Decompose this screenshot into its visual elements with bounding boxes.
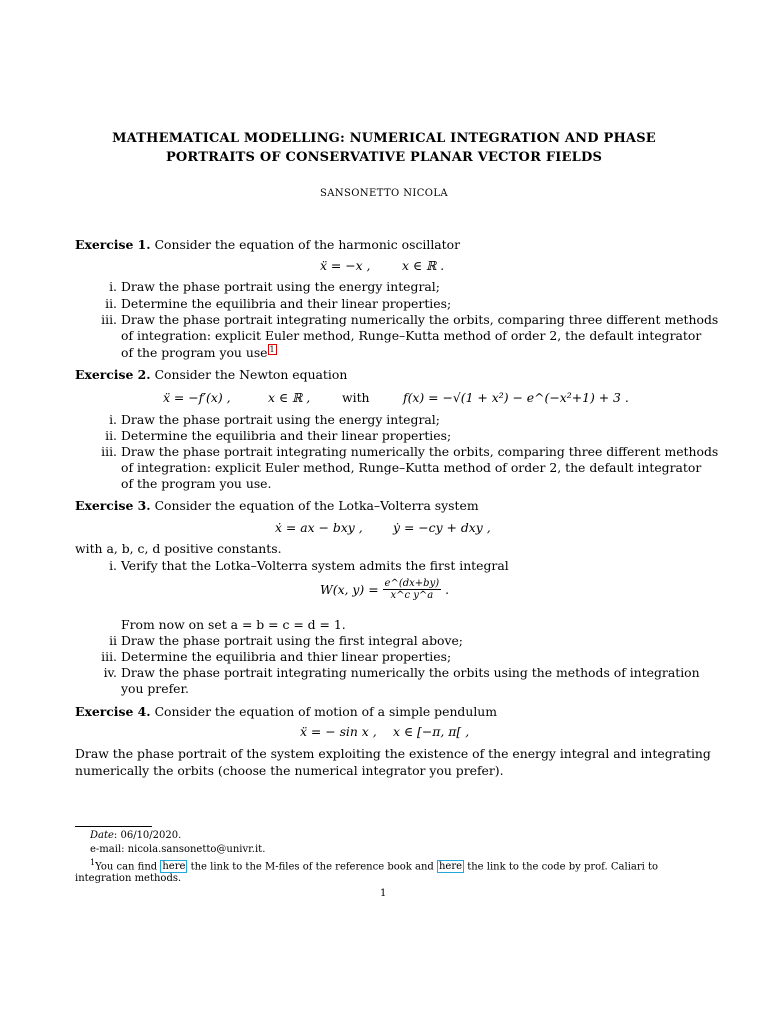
footnote-1 [90, 858, 658, 872]
ex1-item-text: Draw the phase portrait using the energy integral; [121, 279, 440, 294]
ex2-item-num: iii. [101, 444, 117, 459]
exercise-1-domain: x ∈ ℝ . [402, 258, 445, 273]
footnote-1-part2: the link to the M-files of the reference book and [187, 861, 437, 873]
ex2-item-text: Draw the phase portrait integrating numerically the orbits, comparing three different methods [121, 444, 719, 459]
ex3-item-num: ii [109, 633, 117, 648]
exercise-1-heading [75, 237, 460, 252]
footnote-1-part1: You can find [95, 861, 161, 873]
ex3-item-text: Verify that the Lotka–Volterra system admits the first integral [121, 558, 509, 573]
footnote-1-line2: integration methods. [75, 873, 182, 884]
exercise-3-heading [75, 498, 479, 513]
paper-title-line2: PORTRAITS OF CONSERVATIVE PLANAR VECTOR FIELDS [165, 150, 603, 165]
reference-book-link[interactable]: here [162, 861, 186, 873]
exercise-1-label: Exercise 1. [75, 237, 151, 252]
ex2-item-text: Determine the equilibria and their linear properties; [121, 428, 452, 443]
exercise-4-paragraph-line2: numerically the orbits (choose the numerical integrator you prefer). [75, 763, 504, 778]
first-integral-fraction [383, 578, 442, 601]
ex3-item-text: Determine the equilibria and thier linear properties; [121, 649, 452, 664]
ex1-item-cont-last [121, 344, 277, 360]
ex2-item-num: i. [109, 412, 117, 427]
exercise-2-domain: x ∈ ℝ , [268, 390, 311, 405]
exercise-3-equation-x: ẋ = ax − bxy , [275, 520, 363, 535]
exercise-3-with-line: with a, b, c, d positive constants. [75, 541, 282, 556]
ex3-item-text: Draw the phase portrait integrating numerically the orbits using the methods of integration [121, 665, 700, 680]
ex2-item-num: ii. [105, 428, 117, 443]
caliari-code-link[interactable]: here [438, 861, 463, 873]
date-value: : 06/10/2020. [113, 830, 182, 841]
exercise-2-with: with [342, 390, 370, 405]
footnote-email: e-mail: nicola.sansonetto@univr.it. [90, 844, 266, 855]
exercise-2-heading [75, 367, 347, 382]
exercise-3-equation-y: ẏ = −cy + dxy , [393, 520, 491, 535]
exercise-2-equation: ẍ = −f′(x) , [163, 390, 231, 405]
footnote-ref-link[interactable]: 1 [269, 345, 275, 354]
first-integral-formula [320, 578, 449, 601]
ex1-item-text: Draw the phase portrait integrating numerically the orbits, comparing three different methods [121, 312, 719, 327]
exercise-2-label: Exercise 2. [75, 367, 151, 382]
footnote-date [90, 830, 181, 841]
ex1-item-num: i. [109, 279, 117, 294]
page-number: 1 [380, 888, 387, 899]
footnote-1-part3: the link to the code by prof. Caliari to [464, 861, 659, 873]
ex2-item-cont-last: of the program you use. [121, 476, 272, 491]
paper-title-line1: MATHEMATICAL MODELLING: NUMERICAL INTEGRATION AND PHASE [112, 131, 656, 146]
ex3-item-text: Draw the phase portrait using the first integral above; [121, 633, 463, 648]
ex3-item-num: i. [109, 558, 117, 573]
footnote-1-number: 1 [90, 858, 96, 867]
first-integral-lhs: W(x, y) = [320, 582, 379, 597]
footnote-rule [75, 826, 152, 827]
ex3-setting: From now on set a = b = c = d = 1. [121, 617, 346, 632]
exercise-4-heading [75, 704, 497, 719]
exercise-4-paragraph-line1: Draw the phase portrait of the system exploiting the existence of the energy integral and integrating [75, 746, 711, 761]
ex1-cont2-text: of the program you use [121, 345, 268, 361]
date-label: Date [90, 830, 114, 841]
ex3-item-cont: you prefer. [121, 681, 189, 696]
ex3-item-num: iii. [101, 649, 117, 664]
exercise-4-label: Exercise 4. [75, 704, 151, 719]
exercise-4-equation: ẍ = − sin x , [300, 724, 377, 739]
ex1-item-cont: of integration: explicit Euler method, Runge–Kutta method of order 2, the default integrator [121, 328, 702, 343]
exercise-3-label: Exercise 3. [75, 498, 151, 513]
ex1-item-num: ii. [105, 296, 117, 311]
ex2-item-cont: of integration: explicit Euler method, Runge–Kutta method of order 2, the default integrator [121, 460, 702, 475]
exercise-2-function: f(x) = −√(1 + x²) − e^(−x²+1) + 3 . [403, 390, 629, 405]
ex1-item-text: Determine the equilibria and their linear properties; [121, 296, 452, 311]
exercise-2-text: Consider the Newton equation [154, 367, 348, 382]
first-integral-denominator: x^c y^a [390, 590, 434, 601]
exercise-4-text: Consider the equation of motion of a simple pendulum [154, 704, 498, 719]
exercise-4-domain: x ∈ [−π, π[ , [393, 724, 470, 739]
ex2-item-text: Draw the phase portrait using the energy integral; [121, 412, 440, 427]
exercise-3-text: Consider the equation of the Lotka–Volterra system [154, 498, 479, 513]
first-integral-end: . [445, 582, 450, 597]
first-integral-numerator: e^(dx+by) [384, 578, 440, 589]
ex3-item-num: iv. [103, 665, 117, 680]
exercise-1-equation: ẍ = −x , [320, 258, 371, 273]
author: SANSONETTO NICOLA [319, 188, 449, 199]
ex1-item-num: iii. [101, 312, 117, 327]
exercise-1-text: Consider the equation of the harmonic oscillator [154, 237, 461, 252]
